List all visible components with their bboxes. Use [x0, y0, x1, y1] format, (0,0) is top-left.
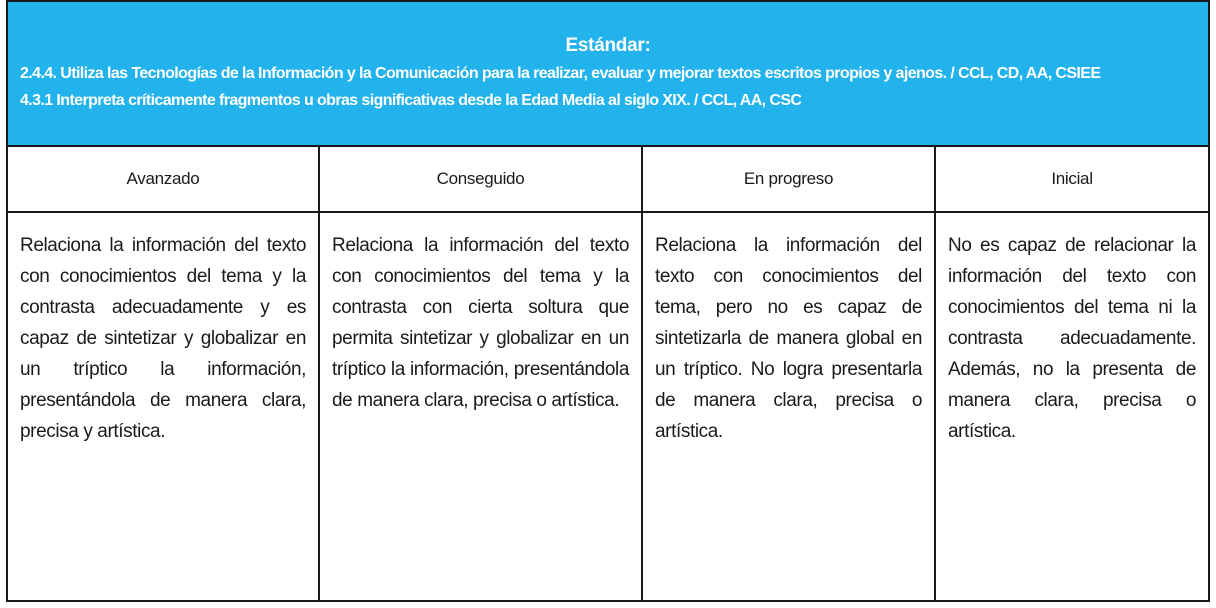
descriptor-row	[8, 213, 1208, 600]
descriptor-inicial: No es capaz de relacionar la información del texto con conocimientos del tema ni la contrasta adecuadamente. Además, no la presenta de manera clara, precisa o artística.	[948, 235, 1196, 442]
level-header-row	[8, 147, 1208, 213]
rubric-table	[6, 0, 1210, 602]
descriptor-conseguido: Relaciona la información del texto con conocimientos del tema y la contrasta con cierta soltura que permita sintetizar y globalizar en un tríptico la información, presentándola de manera clara, precisa o artística.	[320, 213, 643, 600]
descriptor-en-progreso: Relaciona la información del texto con conocimientos del tema, pero no es capaz de sintetizarla de manera global en un tríptico. No logra presentarla de manera clara, precisa o artística.	[643, 213, 936, 600]
level-header-avanzado: Avanzado	[8, 147, 320, 211]
descriptor-avanzado: Relaciona la información del texto con conocimientos del tema y la contrasta adecuadamente y es capaz de sintetizar y globalizar en un tríptico la información, presentándola de manera clara, precisa y artística.	[8, 213, 320, 600]
level-header-en-progreso: En progreso	[643, 147, 936, 211]
standard-item: 2.4.4. Utiliza las Tecnologías de la Información y la Comunicación para la realizar, evaluar y mejorar textos escritos propios y ajenos. / CCL, CD, AA, CSIEE	[20, 65, 1101, 82]
header-title: Estándar:	[565, 35, 651, 56]
standards-header	[8, 2, 1208, 147]
level-header-inicial: Inicial	[1051, 169, 1093, 188]
standard-item: 4.3.1 Interpreta críticamente fragmentos u obras significativas desde la Edad Media al siglo XIX. / CCL, AA, CSC	[20, 92, 802, 109]
level-header-conseguido: Conseguido	[320, 147, 643, 211]
